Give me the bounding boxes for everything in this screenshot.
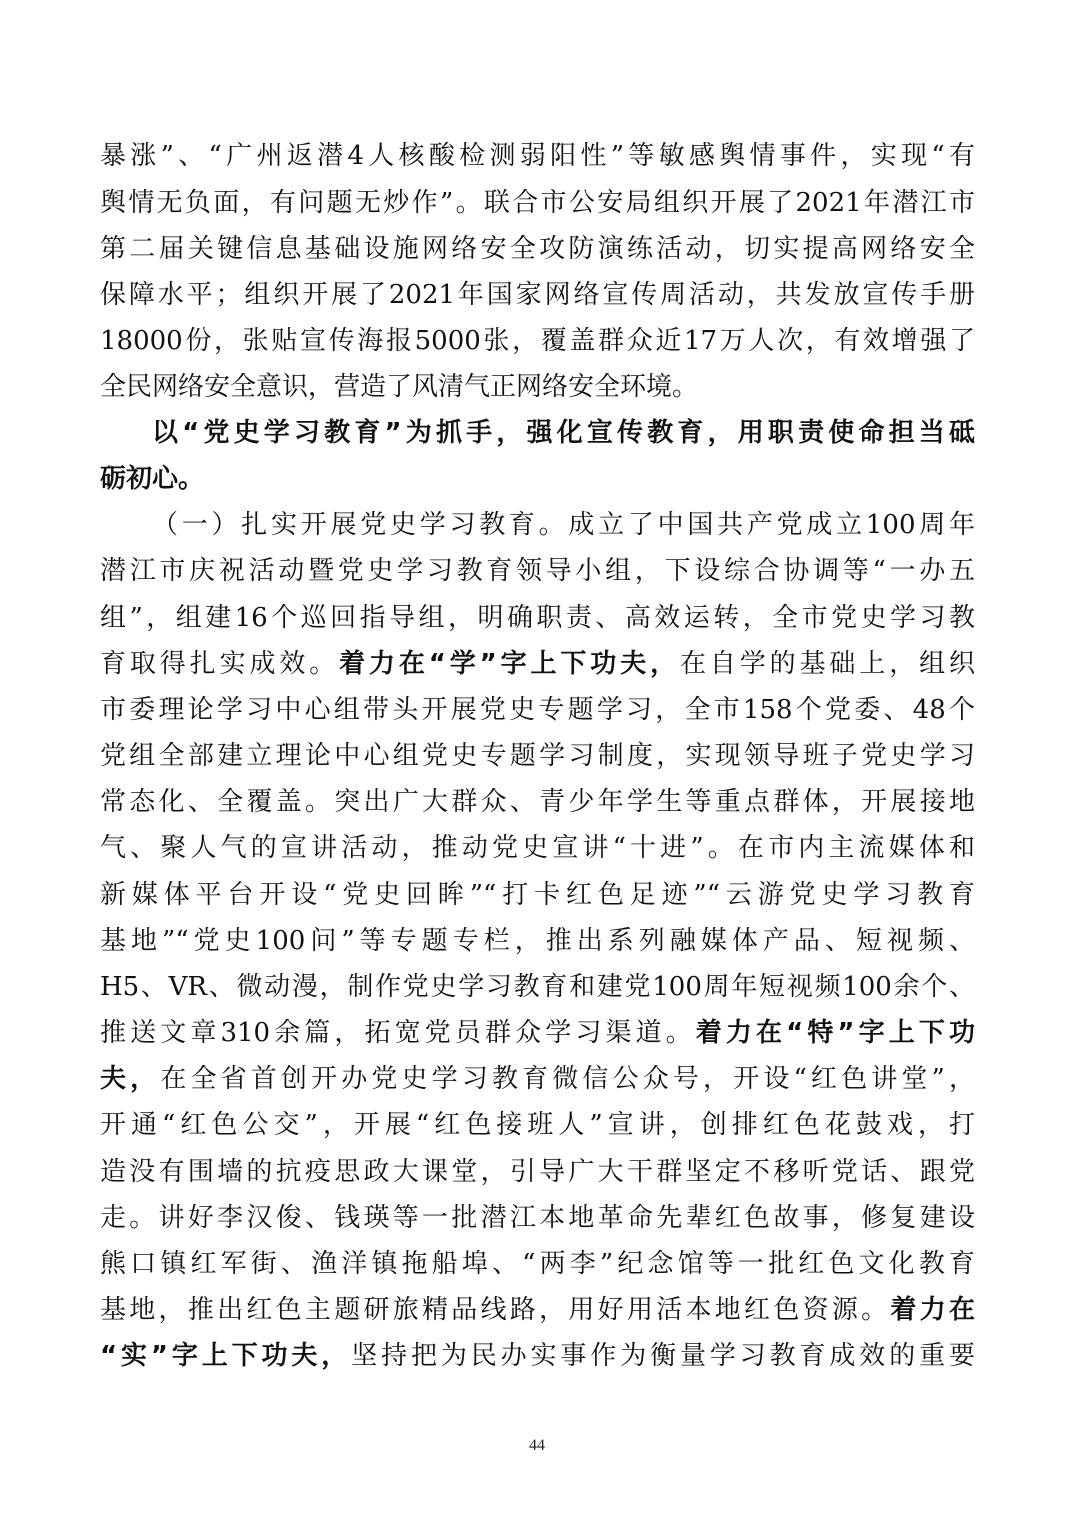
body-line: 走。讲好李汉俊、钱瑛等一批潜江本地革命先辈红色故事，修复建设 xyxy=(100,1203,975,1233)
body-text: 基地，推出红色主题研旅精品线路，用好用活本地红色资源。 xyxy=(100,1295,891,1325)
body-line: 舆情无负面，有问题无炒作”。联合市公安局组织开展了2021年潜江市 xyxy=(100,188,975,218)
body-text: 在自学的基础上，组织 xyxy=(679,649,975,679)
body-line: 暴涨”、“广州返潜4人核酸检测弱阳性”等敏感舆情事件，实现“有 xyxy=(100,141,975,171)
body-line: H5、VR、微动漫，制作党史学习教育和建党100周年短视频100余个、 xyxy=(100,972,975,1002)
body-line: 气、聚人气的宣讲活动，推动党史宣讲“十进”。在市内主流媒体和 xyxy=(100,833,975,863)
body-line: 党组全部建立理论中心组党史专题学习制度，实现领导班子党史学习 xyxy=(100,741,975,771)
section-heading-line: 砺初心。 xyxy=(100,464,205,494)
emphasis-text: 着力在“学”字上下功夫， xyxy=(339,649,680,679)
body-line xyxy=(100,641,975,687)
body-line: （一）扎实开展党史学习教育。成立了中国共产党成立100周年 xyxy=(152,510,975,540)
emphasis-text: 着力在 xyxy=(890,1295,975,1325)
emphasis-text: 着力在“特”字上下功 xyxy=(695,1018,975,1048)
page-number: 44 xyxy=(529,1437,545,1454)
body-line: 新媒体平台开设“党史回眸”“打卡红色足迹”“云游党史学习教育 xyxy=(100,880,975,910)
body-line: 组”，组建16个巡回指导组，明确职责、高效运转，全市党史学习教 xyxy=(100,603,975,633)
body-line: 18000份，张贴宣传海报5000张，覆盖群众近17万人次，有效增强了 xyxy=(100,326,975,356)
body-line xyxy=(100,1010,975,1056)
body-line xyxy=(100,1287,975,1333)
body-line xyxy=(100,1056,975,1102)
emphasis-text: “实”字上下功夫， xyxy=(100,1341,352,1371)
body-line: 熊口镇红军街、渔洋镇拖船埠、“两李”纪念馆等一批红色文化教育 xyxy=(100,1249,975,1279)
body-text: 育取得扎实成效。 xyxy=(100,649,340,679)
body-line: 造没有围墙的抗疫思政大课堂，引导广大干群坚定不移听党话、跟党 xyxy=(100,1157,975,1187)
body-text: 在全省首创开办党史学习教育微信公众号，开设“红色讲堂”， xyxy=(160,1064,975,1094)
emphasis-text: 夫， xyxy=(100,1064,161,1094)
body-line: 潜江市庆祝活动暨党史学习教育领导小组，下设综合协调等“一办五 xyxy=(100,556,975,586)
body-line xyxy=(100,1333,975,1379)
body-line: 常态化、全覆盖。突出广大群众、青少年学生等重点群体，开展接地 xyxy=(100,787,975,817)
body-line: 开通“红色公交”，开展“红色接班人”宣讲，创排红色花鼓戏，打 xyxy=(100,1110,975,1140)
body-text: 推送文章310余篇，拓宽党员群众学习渠道。 xyxy=(100,1018,696,1048)
section-heading-line: 以“党史学习教育”为抓手，强化宣传教育，用职责使命担当砥 xyxy=(152,418,975,448)
body-line: 市委理论学习中心组带头开展党史专题学习，全市158个党委、48个 xyxy=(100,695,975,725)
body-line: 保障水平；组织开展了2021年国家网络宣传周活动，共发放宣传手册 xyxy=(100,280,975,310)
body-line: 第二届关键信息基础设施网络安全攻防演练活动，切实提高网络安全 xyxy=(100,234,975,264)
body-line: 基地”“党史100问”等专题专栏，推出系列融媒体产品、短视频、 xyxy=(100,926,975,956)
body-line: 全民网络安全意识，营造了风清气正网络安全环境。 xyxy=(100,372,699,402)
body-text: 坚持把为民办实事作为衡量学习教育成效的重要 xyxy=(351,1341,975,1371)
